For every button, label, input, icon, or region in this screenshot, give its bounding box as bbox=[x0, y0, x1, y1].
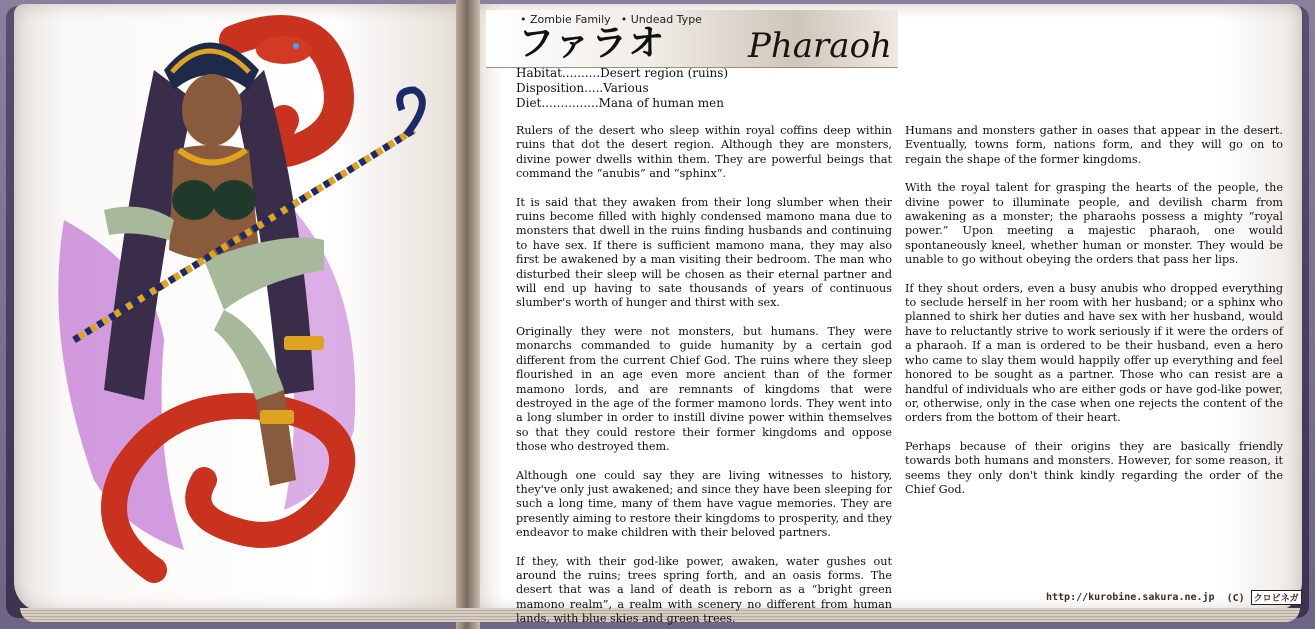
site-url[interactable]: http://kurobine.sakura.ne.jp bbox=[1046, 592, 1215, 603]
paragraph: If they, with their god-like power, awaken, water gushes out around the ruins; trees spring forth, and an oasis forms. The desert that was a land of death is reborn as a “bright green mamono realm”, a realm with scenery no different from human lands, with blue skies and green trees. bbox=[516, 554, 892, 626]
paragraph: Humans and monsters gather in oases that appear in the desert. Eventually, towns form, nations form, and they will go on to regain the shape of the former kingdoms. bbox=[905, 124, 1283, 166]
paragraph: If they shout orders, even a busy anubis who dropped everything to seclude herself in her room with her husband; or a sphinx who planned to shirk her duties and have sex with her husband, would have to reluctantly strive to work seriously if it were the orders of a pharaoh. If a man is ordered to be their husband, even a hero who came to slay them would happily offer up everything and feel honored to be sought as a partner. Those who can resist are a handful of individuals who are either gods or have god-like power, or, otherwise, only in the case when one rejects the content of the orders from the bottom of their heart. bbox=[905, 281, 1283, 425]
type-tag: • Undead Type bbox=[621, 13, 702, 26]
book-spine bbox=[456, 0, 480, 629]
footer bbox=[1046, 590, 1302, 605]
paragraph: Rulers of the desert who sleep within royal coffins deep within ruins that dot the desert region. Although they are monsters, divine power dwells within them. They are powerful beings that command the “anubis” and “sphinx“. bbox=[516, 124, 892, 181]
pharaoh-illustration bbox=[34, 10, 446, 596]
text-column-right bbox=[905, 124, 1283, 511]
publisher-logo: クロビネガ bbox=[1251, 590, 1302, 605]
paragraph: Although one could say they are living witnesses to history, they've only just awakened; and since they have been sleeping for such a long time, many of them have vague memories. They are presently aiming to restore their kingdoms to prosperity, and they endeavor to make children with their beloved partners. bbox=[516, 468, 892, 540]
copyright bbox=[1227, 590, 1302, 605]
paragraph: With the royal talent for grasping the hearts of the people, the divine power to illuminate people, and devilish charm from awakening as a monster; the pharaohs possess a mighty “royal power.” Upon meeting a majestic pharaoh, one would spontaneously kneel, whether human or monster. They would be unable to go without obeying the orders that pass her lips. bbox=[905, 181, 1283, 267]
english-title: Pharaoh bbox=[748, 26, 892, 66]
japanese-title: ファラオ bbox=[518, 23, 666, 64]
stats-block bbox=[516, 66, 728, 111]
disposition-line: Disposition.....Various bbox=[516, 81, 649, 95]
paragraph: Originally they were not monsters, but humans. They were monarchs commanded to guide humanity by a certain god different from the current Chief God. The ruins where they sleep flourished in an age even more ancient than of the former mamono lords, and are remnants of kingdoms that were destroyed in the age of the former mamono lords. They went into a long slumber in order to instill divine power within themselves so that they could restore their former kingdoms and oppose those who destroyed them. bbox=[516, 324, 892, 454]
family-tag: • Zombie Family bbox=[520, 13, 611, 26]
paragraph: It is said that they awaken from their long slumber when their ruins become filled with highly condensed mamono mana due to monsters that dwell in the ruins finding husbands and continuing to have sex. If there is sufficient mamono mana, they may also first be awakened by a man visiting their bedroom. The man who disturbed their sleep will be chosen as their eternal partner and will end up having to sate thousands of years of continuous slumber's worth of hunger and thirst with sex. bbox=[516, 195, 892, 310]
text-column-left bbox=[516, 124, 892, 629]
paragraph: Perhaps because of their origins they are basically friendly towards both humans and monsters. However, for some reason, it seems they only don't think kindly regarding the order of the Chief God. bbox=[905, 439, 1283, 496]
copyright-mark: (C) bbox=[1226, 593, 1245, 604]
habitat-line: Habitat..........Desert region (ruins) bbox=[516, 66, 729, 80]
diet-line: Diet...............Mana of human men bbox=[516, 96, 724, 110]
